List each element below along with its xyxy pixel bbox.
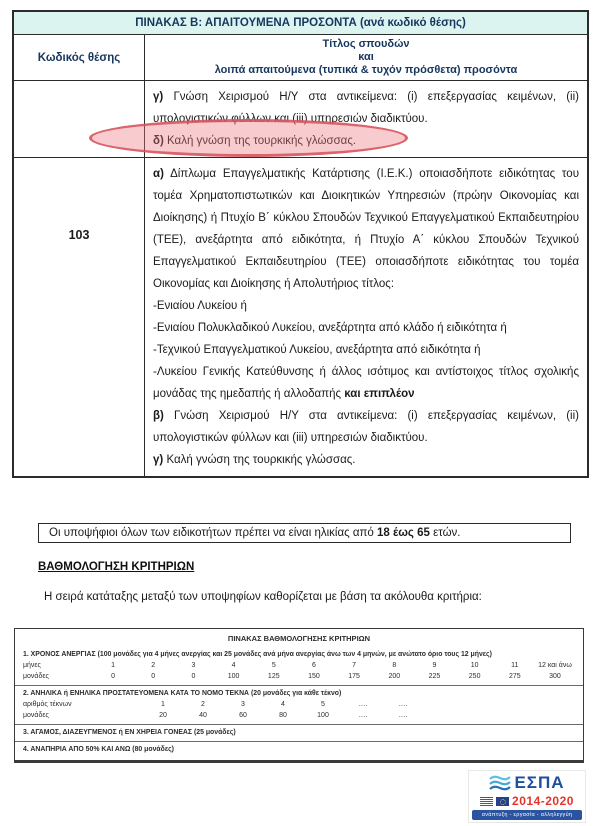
espa-years: 2014-2020 [512, 794, 574, 808]
column-header-qualifications [145, 35, 587, 80]
score-cell: 250 [468, 673, 481, 680]
requirements-table [12, 10, 589, 478]
score-cell: 275 [508, 673, 521, 680]
item-d [153, 130, 579, 152]
espa-waves-icon [489, 775, 511, 791]
score-cell: 100 [317, 712, 329, 719]
item-c [153, 86, 579, 130]
bullet-4-text: -Λυκείου Γενικής Κατεύθυνσης ή άλλος ισότιμος και αντίστοιχος τίτλος σχολικής μονάδας της ημεδαπής ή αλλοδαπής [153, 366, 579, 400]
score-cell: 200 [388, 673, 401, 680]
table-b-title: ΠΙΝΑΚΑΣ Β: ΑΠΑΙΤΟΥΜΕΝΑ ΠΡΟΣΟΝΤΑ (ανά κωδικό θέσης) [14, 12, 587, 35]
espa-wordmark: ΕΣΠΑ [514, 773, 565, 792]
table-row-continued [14, 81, 587, 158]
score-cell: 225 [428, 673, 441, 680]
scoring-section-children [15, 685, 583, 724]
espa-logo [468, 770, 586, 823]
section2-points-values [143, 710, 423, 721]
espa-logo-top [472, 773, 582, 793]
item-d-lead: δ) [153, 135, 164, 147]
scoring-table-title: ΠΙΝΑΚΑΣ ΒΑΘΜΟΛΟΓΗΣΗΣ ΚΡΙΤΗΡΙΩΝ [227, 634, 371, 643]
item-c-lead: γ) [153, 91, 164, 103]
score-cell: 125 [267, 673, 280, 680]
score-cell: 80 [279, 712, 287, 719]
position-code-value: 103 [68, 228, 90, 242]
section1-months-values [93, 660, 575, 671]
section1-heading: 1. ΧΡΟΝΟΣ ΑΝΕΡΓΙΑΣ (100 μονάδες για 4 μήνες ανεργίας και 25 μονάδες ανά μήνα ανεργίας άνω των 4 μηνών, με ανώτατο όριο τους 12 μήνες) [23, 651, 492, 658]
age-note-suffix: ετών. [429, 527, 461, 539]
bullet-3: -Τεχνικού Επαγγελματικού Λυκείου, ανεξάρτητα από ειδικότητα ή [153, 344, 481, 356]
qual-header-line2: και [358, 51, 374, 63]
score-cell: 3 [241, 701, 245, 708]
score-cell: 6 [311, 662, 316, 669]
item-a-text: Δίπλωμα Επαγγελματικής Κατάρτισης (Ι.Ε.Κ.) οποιασδήποτε ειδικότητας του τομέα Χρηματοπιστωτικών και Διοικητικών Υπηρεσιών (πρώην Οικονομίας και Διοίκησης) ή Πτυχίο Β΄ κύκλου Σπουδών Τεχνικού Επαγγελματικού Εκπαιδευτηρίου (ΤΕΕ), ανεξάρτητα από ειδικότητα, ή Πτυχίο Α΄ κύκλου Σπουδών Τεχνικού Επαγγελματικού Εκπαιδευτηρίου (ΤΕΕ) οποιασδήποτε ειδικότητας του τομέα Οικονομίας και Διοίκησης ή Απολυτήριος τίτλος: [153, 168, 579, 290]
score-cell: 0 [191, 673, 196, 680]
position-code-cell [14, 158, 145, 476]
score-cell: 1 [161, 701, 165, 708]
score-cell: 9 [432, 662, 437, 669]
score-cell: 20 [159, 712, 167, 719]
score-cell: 4 [231, 662, 236, 669]
section4-heading: 4. ΑΝΑΠΗΡΙΑ ΑΠΟ 50% ΚΑΙ ΑΝΩ (80 μονάδες) [23, 746, 174, 753]
scoring-table [14, 628, 584, 763]
item-b [153, 405, 579, 449]
item-b-text: Γνώση Χειρισμού Η/Υ στα αντικείμενα: (i) επεξεργασίας κειμένων, (ii) υπολογιστικών φύλλων και (iii) υπηρεσιών διαδικτύου. [153, 410, 579, 444]
score-cell: 300 [549, 673, 561, 680]
age-requirement-box [38, 523, 571, 543]
bullet-1: -Ενιαίου Λυκείου ή [153, 300, 247, 312]
section1-points-values [93, 671, 575, 682]
score-cell: 1 [111, 662, 116, 669]
score-cell: 5 [271, 662, 276, 669]
table-row-103 [14, 158, 587, 476]
score-cell: …. [398, 701, 408, 708]
age-note-prefix: Οι υποψήφιοι όλων των ειδικοτήτων πρέπει να είναι ηλικίας από [49, 527, 378, 539]
qual-header-line1: Τίτλος σπουδών [322, 38, 410, 50]
bullet-4-bold: και επιπλέον [344, 388, 415, 400]
score-cell: 2 [201, 701, 205, 708]
section2-count-row [23, 699, 575, 710]
item-c-103-lead: γ) [153, 454, 164, 466]
criteria-intro: Η σειρά κατάταξης μεταξύ των υποψηφίων καθορίζεται με βάση τα ακόλουθα κριτήρια: [44, 591, 482, 603]
item-d-text: Καλή γνώση της τουρκικής γλώσσας. [167, 135, 357, 147]
score-cell: 11 [511, 662, 519, 669]
table-b-header-row [14, 35, 587, 81]
score-cell: 3 [191, 662, 196, 669]
score-cell: 0 [151, 673, 156, 680]
qualifications-cell-103 [145, 158, 587, 476]
column-header-position-code: Κωδικός θέσης [14, 35, 145, 80]
item-c-103-text: Καλή γνώση της τουρκικής γλώσσας. [166, 454, 356, 466]
greek-flag-icon [480, 797, 493, 806]
section2-points-row [23, 710, 575, 721]
section1-points-label: μονάδες [23, 673, 49, 680]
espa-logo-mid [472, 794, 582, 808]
score-cell: 12 και άνω [538, 662, 572, 669]
item-c-103 [153, 449, 579, 471]
position-code-cell-empty [14, 81, 145, 157]
score-cell: 100 [227, 673, 240, 680]
bullet-4 [153, 361, 579, 405]
item-c-text: Γνώση Χειρισμού Η/Υ στα αντικείμενα: (i) επεξεργασίας κειμένων, (ii) υπολογιστικών φύλλων και (iii) υπηρεσιών διαδικτύου. [153, 91, 579, 125]
score-cell: 8 [392, 662, 397, 669]
score-cell: 7 [352, 662, 357, 669]
item-a [153, 163, 579, 295]
section1-months-row [23, 660, 575, 671]
score-cell: 60 [239, 712, 247, 719]
criteria-heading: ΒΑΘΜΟΛΟΓΗΣΗ ΚΡΙΤΗΡΙΩΝ [38, 561, 195, 573]
scoring-section-unemployment [15, 647, 583, 685]
score-cell: 175 [348, 673, 360, 680]
score-cell: 40 [199, 712, 207, 719]
section1-points-row [23, 671, 575, 682]
age-note-range: 18 έως 65 [377, 527, 430, 539]
score-cell: 10 [470, 662, 479, 669]
qualifications-cell-continued [145, 81, 587, 157]
section2-count-label: αριθμός τέκνων [23, 701, 72, 708]
item-a-lead: α) [153, 168, 164, 180]
section3-heading: 3. ΑΓΑΜΟΣ, ΔΙΑΖΕΥΓΜΕΝΟΣ ή ΕΝ ΧΗΡΕΙΑ ΓΟΝΕΑΣ (25 μονάδες) [23, 729, 236, 736]
qual-header-line3: λοιπά απαιτούμενα (τυπικά & τυχόν πρόσθετα) προσόντα [214, 64, 518, 76]
section2-count-values [143, 699, 423, 710]
score-cell: 5 [321, 701, 325, 708]
scoring-section-single-parent [15, 724, 583, 741]
bullet-2: -Ενιαίου Πολυκλαδικού Λυκείου, ανεξάρτητα από κλάδο ή ειδικότητα ή [153, 322, 507, 334]
score-cell: 150 [308, 673, 320, 680]
section2-heading: 2. ΑΝΗΛΙΚΑ ή ΕΝΗΛΙΚΑ ΠΡΟΣΤΑΤΕΥΟΜΕΝΑ ΚΑΤΑ ΤΟ ΝΟΜΟ ΤΕΚΝΑ (20 μονάδες για κάθε τέκνο) [23, 690, 342, 697]
score-cell: 2 [151, 662, 156, 669]
score-cell: …. [358, 712, 368, 719]
espa-slogan-bar: ανάπτυξη - εργασία - αλληλεγγύη [472, 810, 582, 820]
section1-months-label: μήνες [23, 662, 41, 669]
item-b-lead: β) [153, 410, 164, 422]
eu-flag-icon [496, 797, 509, 806]
score-cell: …. [398, 712, 408, 719]
score-cell: …. [358, 701, 368, 708]
score-cell: 0 [111, 673, 116, 680]
scoring-section-disability [15, 741, 583, 758]
score-cell: 4 [281, 701, 285, 708]
section2-points-label: μονάδες [23, 712, 49, 719]
